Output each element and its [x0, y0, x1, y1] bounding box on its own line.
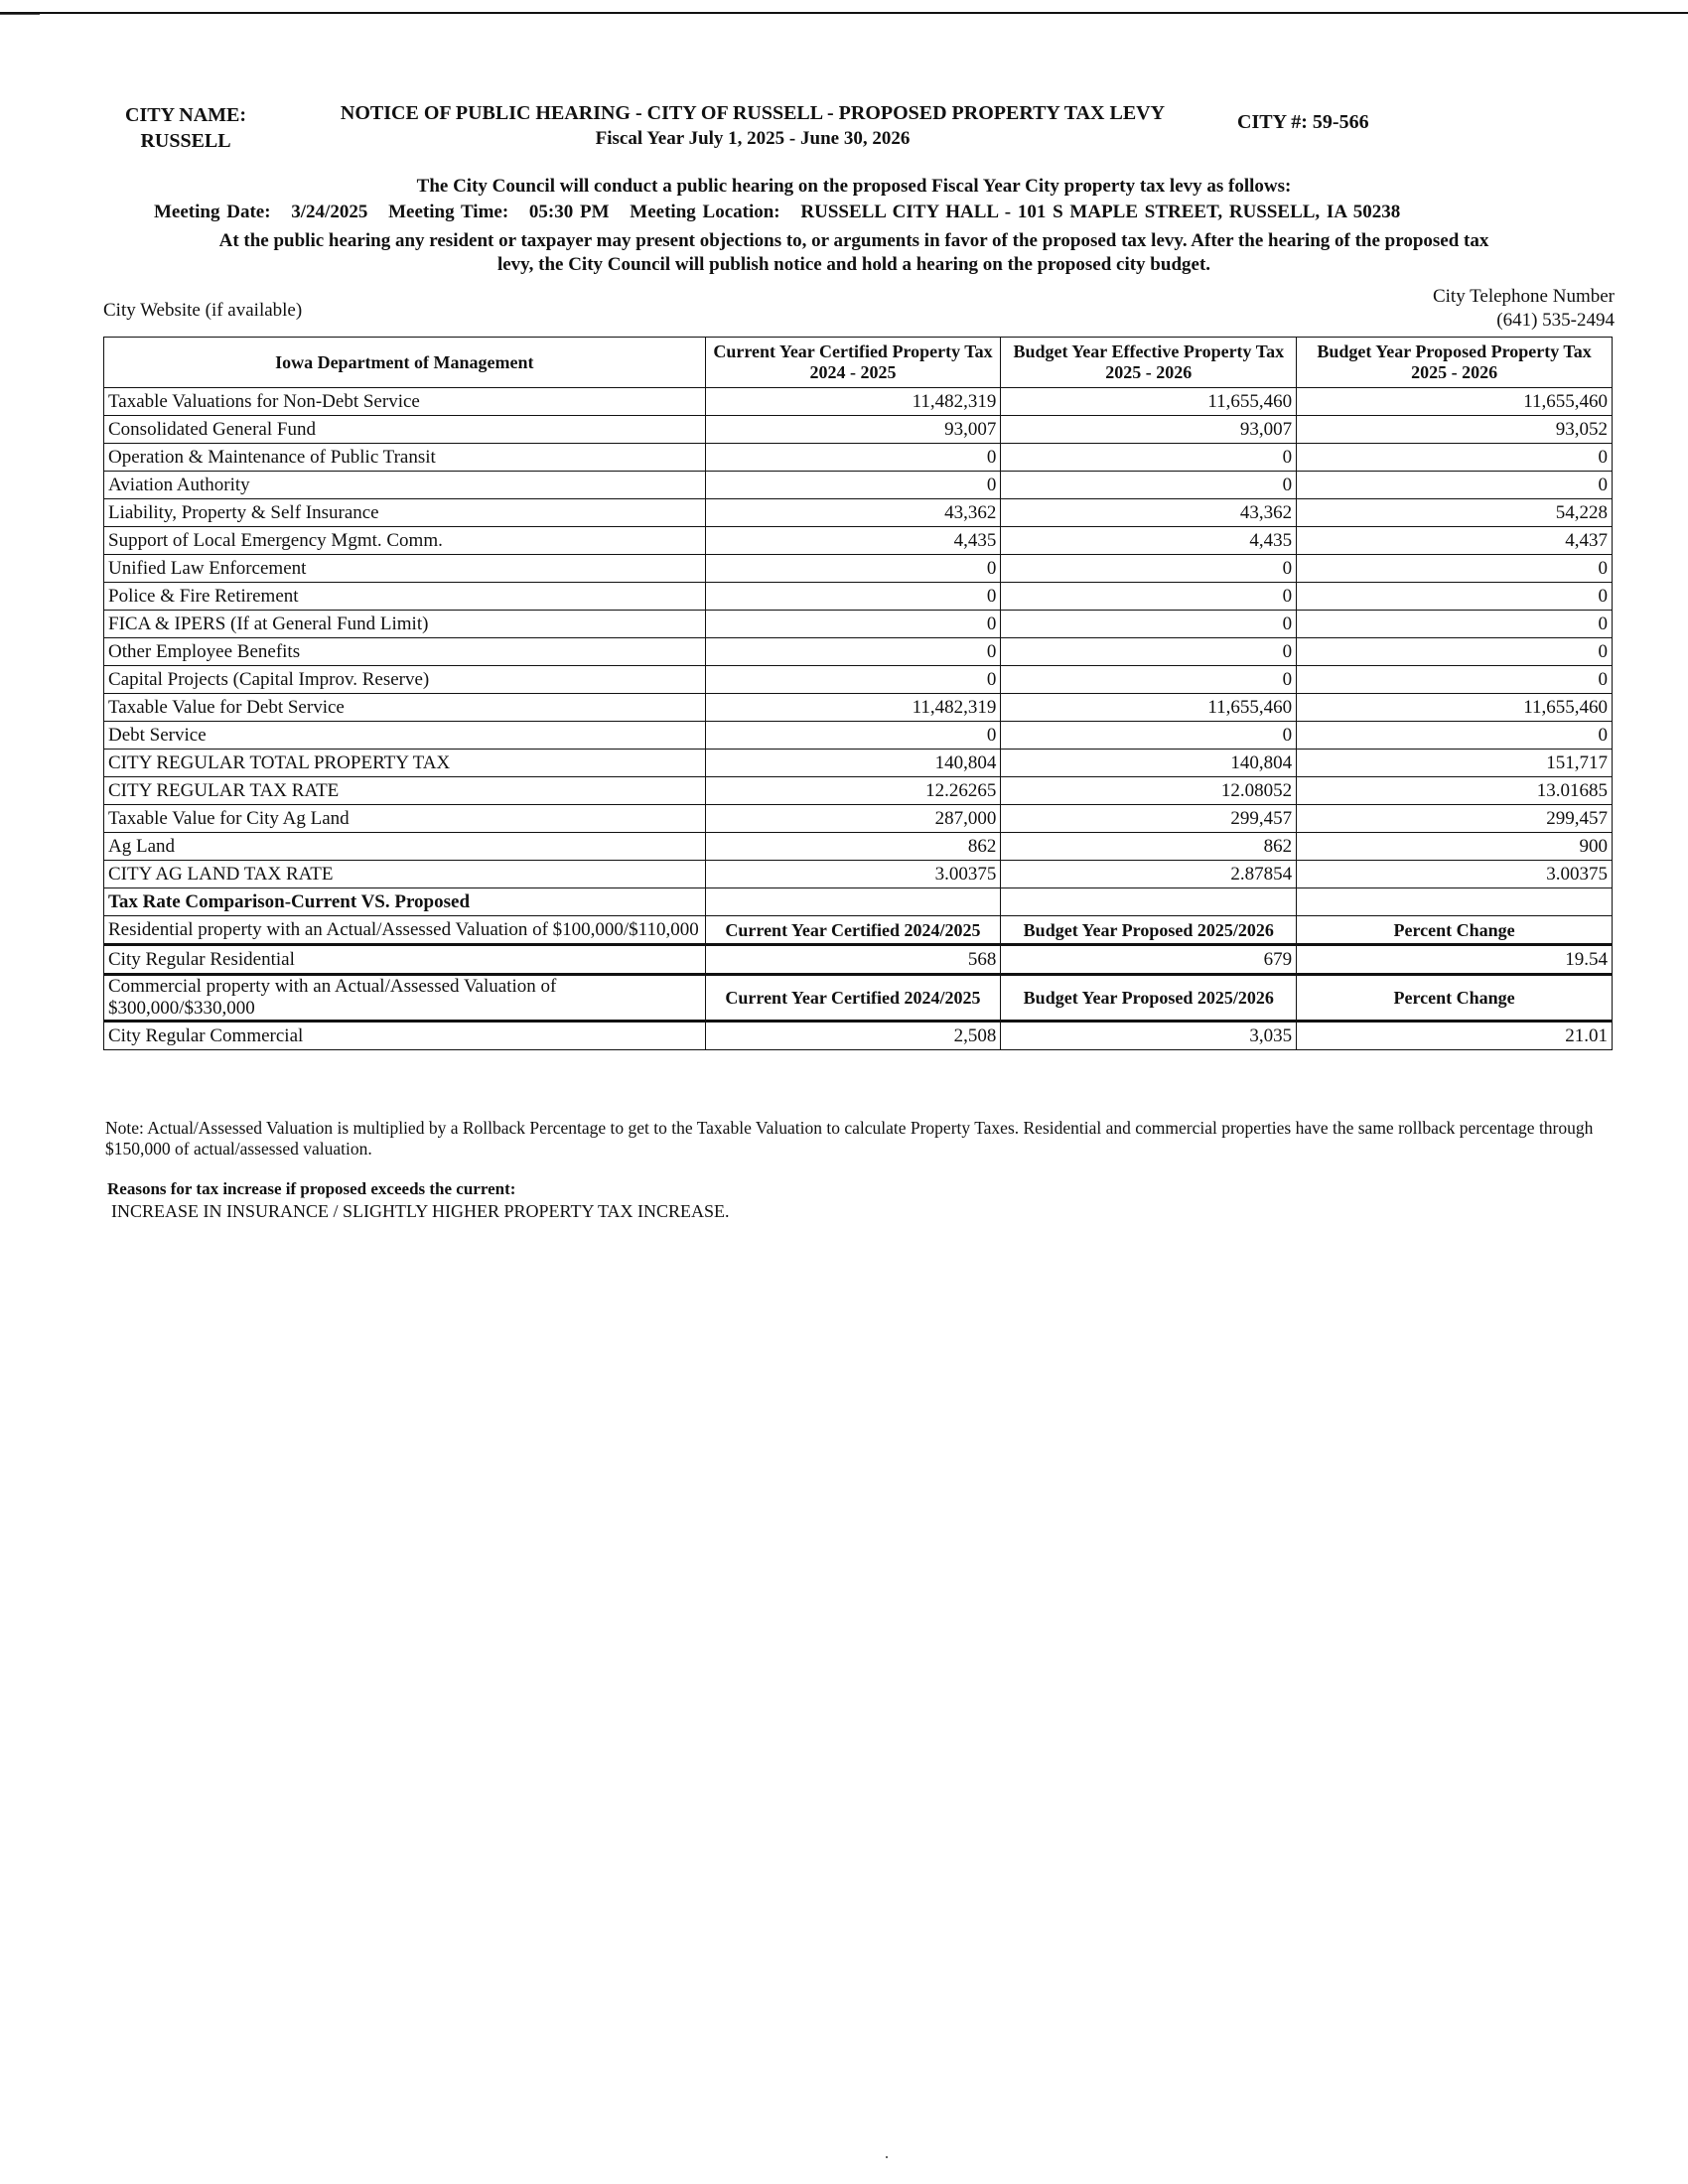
row-label: Taxable Value for City Ag Land	[104, 805, 706, 833]
table-row	[104, 750, 1613, 777]
hearing-statement-line1: At the public hearing any resident or taxpayer may present objections to, or arguments in favor of the proposed tax levy. After the hearing of the proposed tax	[218, 230, 1489, 251]
budget-proposed-value: 13.01685	[1297, 777, 1613, 805]
residential-row	[104, 945, 1613, 975]
budget-proposed-value: 0	[1297, 472, 1613, 499]
meeting-location: RUSSELL CITY HALL - 101 S MAPLE STREET, RUSSELL, IA 50238	[800, 202, 1401, 222]
empty-cell	[1297, 888, 1613, 916]
budget-proposed-value: 3.00375	[1297, 861, 1613, 888]
commercial-current: 2,508	[705, 1022, 1001, 1050]
table-row	[104, 555, 1613, 583]
city-phone: (641) 535-2494	[1496, 310, 1615, 331]
table-header-row	[104, 338, 1613, 388]
commercial-row	[104, 1022, 1613, 1050]
current-year-value: 11,482,319	[705, 388, 1001, 416]
city-name-block	[125, 102, 246, 154]
budget-proposed-value: 11,655,460	[1297, 388, 1613, 416]
commercial-proposed-header: Budget Year Proposed 2025/2026	[1001, 975, 1297, 1022]
hearing-statement	[99, 229, 1609, 277]
budget-effective-value: 4,435	[1001, 527, 1297, 555]
row-label: CITY REGULAR TOTAL PROPERTY TAX	[104, 750, 706, 777]
row-label: Liability, Property & Self Insurance	[104, 499, 706, 527]
city-phone-label: City Telephone Number	[1432, 286, 1615, 307]
row-label: Police & Fire Retirement	[104, 583, 706, 611]
budget-effective-value: 11,655,460	[1001, 388, 1297, 416]
header-current-year: Current Year Certified Property Tax 2024 - 2025	[705, 338, 1001, 388]
current-year-value: 287,000	[705, 805, 1001, 833]
budget-proposed-value: 54,228	[1297, 499, 1613, 527]
residential-proposed-header: Budget Year Proposed 2025/2026	[1001, 916, 1297, 945]
residential-label: Residential property with an Actual/Assessed Valuation of $100,000/$110,000	[104, 916, 706, 945]
budget-effective-value: 43,362	[1001, 499, 1297, 527]
city-number: CITY #: 59-566	[1237, 111, 1369, 133]
residential-change-header: Percent Change	[1297, 916, 1613, 945]
budget-effective-value: 2.87854	[1001, 861, 1297, 888]
meeting-time: 05:30 PM	[528, 202, 610, 222]
row-label: Aviation Authority	[104, 472, 706, 499]
row-label: CITY AG LAND TAX RATE	[104, 861, 706, 888]
table-row	[104, 861, 1613, 888]
current-year-value: 3.00375	[705, 861, 1001, 888]
budget-proposed-value: 0	[1297, 611, 1613, 638]
table-row	[104, 777, 1613, 805]
reasons-heading: Reasons for tax increase if proposed exceeds the current:	[107, 1179, 516, 1198]
residential-current-header: Current Year Certified 2024/2025	[705, 916, 1001, 945]
budget-proposed-value: 0	[1297, 666, 1613, 694]
commercial-label: Commercial property with an Actual/Assessed Valuation of $300,000/$330,000	[104, 975, 706, 1022]
meeting-date-label: Meeting Date:	[154, 202, 271, 222]
budget-effective-value: 0	[1001, 638, 1297, 666]
current-year-value: 11,482,319	[705, 694, 1001, 722]
row-label: Taxable Valuations for Non-Debt Service	[104, 388, 706, 416]
table-row	[104, 416, 1613, 444]
budget-proposed-value: 151,717	[1297, 750, 1613, 777]
current-year-value: 0	[705, 472, 1001, 499]
current-year-value: 4,435	[705, 527, 1001, 555]
table-row	[104, 611, 1613, 638]
current-year-value: 43,362	[705, 499, 1001, 527]
table-row	[104, 805, 1613, 833]
budget-effective-value: 0	[1001, 555, 1297, 583]
budget-effective-value: 0	[1001, 666, 1297, 694]
notice-title-block	[296, 100, 1209, 152]
current-year-value: 0	[705, 638, 1001, 666]
hearing-statement-line2: levy, the City Council will publish notice and hold a hearing on the proposed city budget.	[496, 254, 1211, 275]
current-year-value: 0	[705, 722, 1001, 750]
fiscal-year: Fiscal Year July 1, 2025 - June 30, 2026	[595, 128, 911, 149]
budget-proposed-value: 0	[1297, 583, 1613, 611]
row-label: Debt Service	[104, 722, 706, 750]
table-row	[104, 527, 1613, 555]
budget-proposed-value: 0	[1297, 638, 1613, 666]
budget-proposed-value: 4,437	[1297, 527, 1613, 555]
meeting-details	[154, 202, 1414, 223]
city-name: RUSSELL	[140, 130, 231, 152]
row-label: Ag Land	[104, 833, 706, 861]
scan-speck	[886, 2156, 888, 2158]
table-row	[104, 583, 1613, 611]
budget-proposed-value: 0	[1297, 722, 1613, 750]
current-year-value: 140,804	[705, 750, 1001, 777]
current-year-value: 0	[705, 611, 1001, 638]
budget-effective-value: 0	[1001, 444, 1297, 472]
row-label: CITY REGULAR TAX RATE	[104, 777, 706, 805]
table-row	[104, 499, 1613, 527]
residential-current: 568	[705, 945, 1001, 975]
current-year-value: 862	[705, 833, 1001, 861]
current-year-value: 0	[705, 555, 1001, 583]
commercial-header-row	[104, 975, 1613, 1022]
commercial-change: 21.01	[1297, 1022, 1613, 1050]
budget-effective-value: 0	[1001, 472, 1297, 499]
table-row	[104, 638, 1613, 666]
budget-proposed-value: 0	[1297, 555, 1613, 583]
residential-proposed: 679	[1001, 945, 1297, 975]
current-year-value: 12.26265	[705, 777, 1001, 805]
residential-row-label: City Regular Residential	[104, 945, 706, 975]
budget-effective-value: 299,457	[1001, 805, 1297, 833]
current-year-value: 0	[705, 666, 1001, 694]
budget-proposed-value: 93,052	[1297, 416, 1613, 444]
comparison-title: Tax Rate Comparison-Current VS. Proposed	[104, 888, 706, 916]
budget-effective-value: 0	[1001, 722, 1297, 750]
current-year-value: 93,007	[705, 416, 1001, 444]
header-budget-proposed: Budget Year Proposed Property Tax 2025 - 2026	[1297, 338, 1613, 388]
current-year-value: 0	[705, 444, 1001, 472]
meeting-time-label: Meeting Time:	[388, 202, 509, 222]
budget-effective-value: 93,007	[1001, 416, 1297, 444]
commercial-row-label: City Regular Commercial	[104, 1022, 706, 1050]
table-row	[104, 666, 1613, 694]
city-phone-block	[1433, 285, 1615, 333]
row-label: Operation & Maintenance of Public Transit	[104, 444, 706, 472]
budget-proposed-value: 299,457	[1297, 805, 1613, 833]
notice-title: NOTICE OF PUBLIC HEARING - CITY OF RUSSELL - PROPOSED PROPERTY TAX LEVY	[340, 102, 1166, 124]
header-department: Iowa Department of Management	[104, 338, 706, 388]
scan-mark	[0, 14, 40, 15]
city-name-label: CITY NAME:	[125, 104, 247, 126]
table-row	[104, 722, 1613, 750]
budget-effective-value: 0	[1001, 583, 1297, 611]
reasons-text: INCREASE IN INSURANCE / SLIGHTLY HIGHER PROPERTY TAX INCREASE.	[111, 1201, 730, 1221]
budget-effective-value: 11,655,460	[1001, 694, 1297, 722]
budget-effective-value: 862	[1001, 833, 1297, 861]
row-label: Taxable Value for Debt Service	[104, 694, 706, 722]
city-website-label: City Website (if available)	[103, 300, 303, 321]
table-row	[104, 444, 1613, 472]
scan-border-line	[0, 12, 1688, 14]
residential-header-row	[104, 916, 1613, 945]
property-tax-table	[103, 337, 1613, 1050]
commercial-proposed: 3,035	[1001, 1022, 1297, 1050]
intro-line: The City Council will conduct a public hearing on the proposed Fiscal Year City property tax levy as follows:	[416, 176, 1292, 197]
row-label: Capital Projects (Capital Improv. Reserve)	[104, 666, 706, 694]
table-row	[104, 694, 1613, 722]
budget-effective-value: 12.08052	[1001, 777, 1297, 805]
header-budget-effective: Budget Year Effective Property Tax 2025 - 2026	[1001, 338, 1297, 388]
commercial-change-header: Percent Change	[1297, 975, 1613, 1022]
budget-effective-value: 0	[1001, 611, 1297, 638]
row-label: Unified Law Enforcement	[104, 555, 706, 583]
row-label: FICA & IPERS (If at General Fund Limit)	[104, 611, 706, 638]
rollback-note: Note: Actual/Assessed Valuation is multiplied by a Rollback Percentage to get to the Taxable Valuation to calculate Property Taxes. Residential and commercial properties have the same rollback percentage through $150,000 of actual/assessed valuation.	[105, 1118, 1594, 1159]
empty-cell	[1001, 888, 1297, 916]
budget-effective-value: 140,804	[1001, 750, 1297, 777]
table-row	[104, 388, 1613, 416]
empty-cell	[705, 888, 1001, 916]
commercial-current-header: Current Year Certified 2024/2025	[705, 975, 1001, 1022]
budget-proposed-value: 900	[1297, 833, 1613, 861]
meeting-date: 3/24/2025	[291, 202, 368, 222]
row-label: Other Employee Benefits	[104, 638, 706, 666]
budget-proposed-value: 0	[1297, 444, 1613, 472]
row-label: Consolidated General Fund	[104, 416, 706, 444]
residential-change: 19.54	[1297, 945, 1613, 975]
table-row	[104, 833, 1613, 861]
current-year-value: 0	[705, 583, 1001, 611]
row-label: Support of Local Emergency Mgmt. Comm.	[104, 527, 706, 555]
meeting-location-label: Meeting Location:	[630, 202, 780, 222]
comparison-title-row	[104, 888, 1613, 916]
budget-proposed-value: 11,655,460	[1297, 694, 1613, 722]
table-row	[104, 472, 1613, 499]
